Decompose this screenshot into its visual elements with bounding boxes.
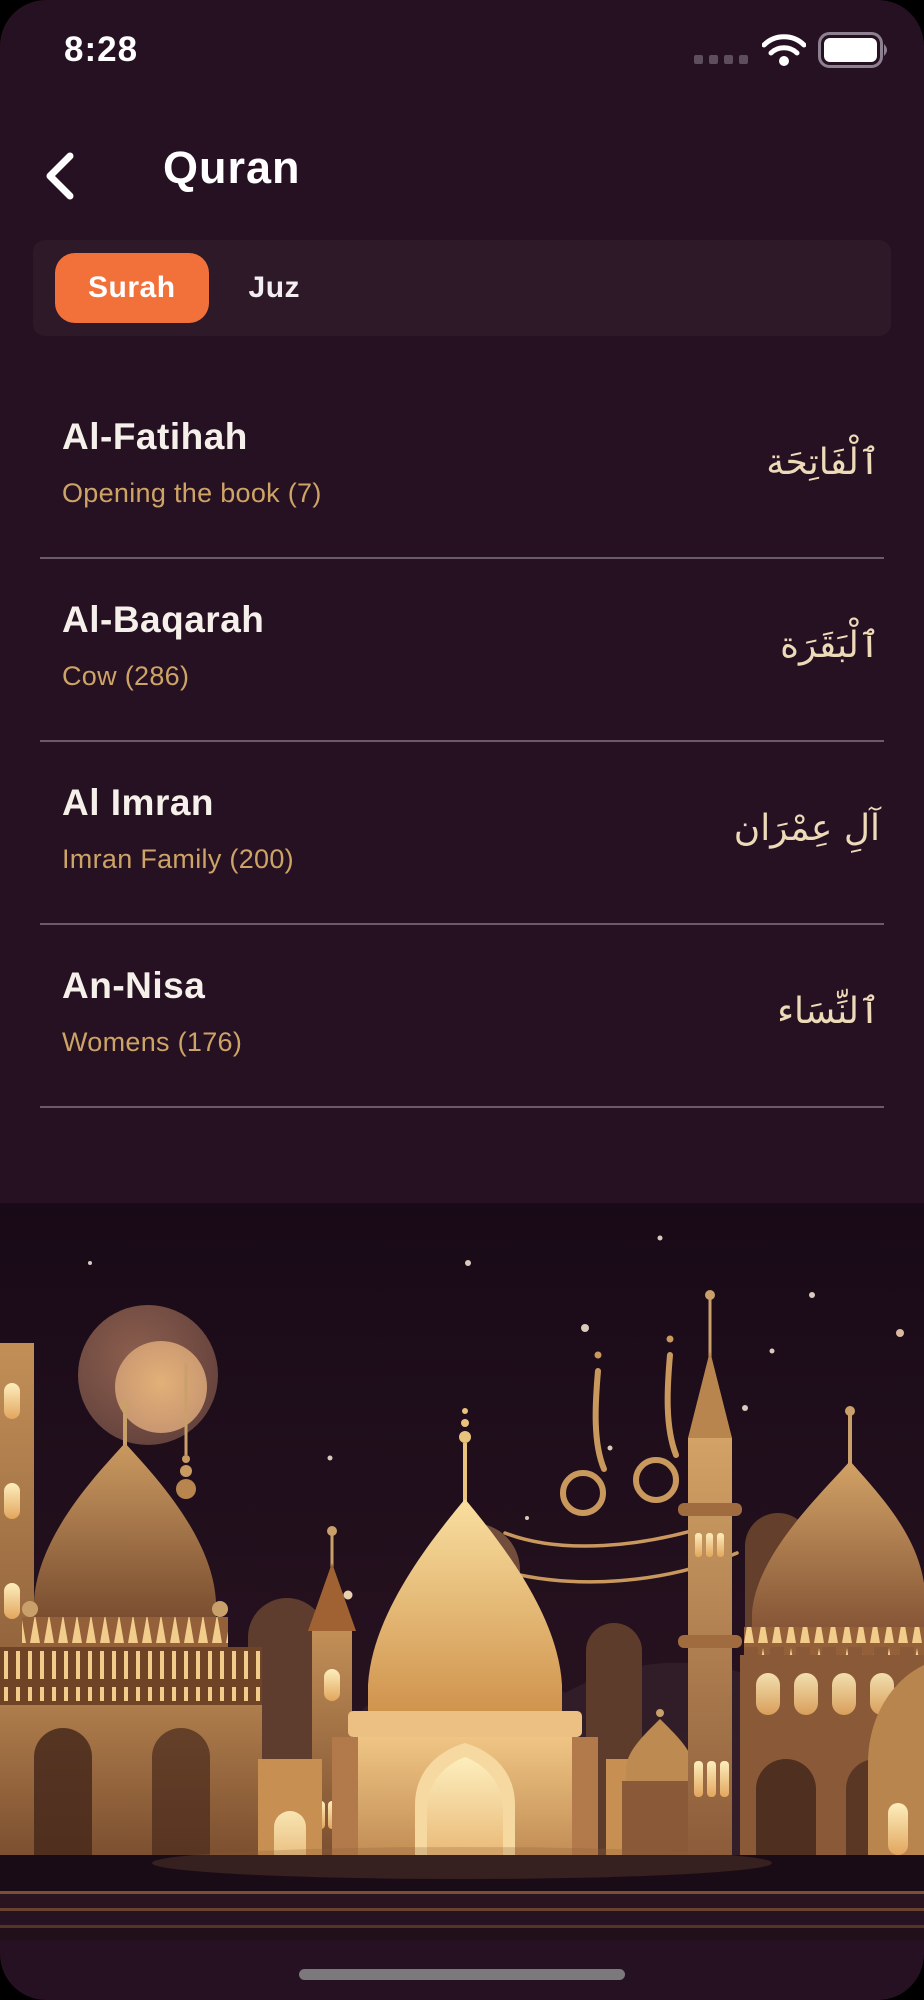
surah-row-al-baqarah[interactable] bbox=[40, 559, 884, 742]
surah-list bbox=[40, 356, 884, 1108]
status-icons bbox=[694, 32, 890, 73]
header bbox=[0, 140, 924, 210]
surah-meaning: Womens (176) bbox=[62, 1027, 243, 1057]
status-time: 8:28 bbox=[64, 30, 139, 69]
home-indicator[interactable] bbox=[299, 1969, 625, 1980]
status-bar bbox=[0, 22, 924, 82]
cellular-signal-icon bbox=[694, 55, 748, 64]
battery-icon bbox=[818, 32, 890, 73]
surah-name: An-Nisa bbox=[62, 965, 206, 1006]
surah-row-al-fatihah[interactable] bbox=[40, 356, 884, 559]
tab-bar bbox=[33, 240, 891, 336]
surah-meaning: Opening the book (7) bbox=[62, 478, 322, 508]
tab-juz[interactable]: Juz bbox=[248, 271, 301, 304]
surah-arabic: ٱلْفَاتِحَة bbox=[766, 442, 880, 483]
surah-name: Al Imran bbox=[62, 782, 215, 823]
page-title: Quran bbox=[163, 142, 301, 193]
surah-row-al-imran[interactable] bbox=[40, 742, 884, 925]
surah-meaning: Cow (286) bbox=[62, 661, 190, 691]
surah-arabic: آلِ عِمْرَان bbox=[733, 808, 880, 849]
surah-meaning: Imran Family (200) bbox=[62, 844, 294, 874]
surah-arabic: ٱلْبَقَرَة bbox=[780, 625, 880, 666]
back-button[interactable] bbox=[40, 150, 80, 202]
surah-row-an-nisa[interactable] bbox=[40, 925, 884, 1108]
surah-name: Al-Baqarah bbox=[62, 599, 265, 640]
surah-arabic: ٱلنِّسَاء bbox=[777, 991, 880, 1032]
surah-name: Al-Fatihah bbox=[62, 416, 248, 457]
mosque-night-illustration bbox=[0, 1203, 924, 1940]
wifi-icon bbox=[762, 33, 806, 72]
tab-surah[interactable]: Surah bbox=[55, 253, 209, 323]
